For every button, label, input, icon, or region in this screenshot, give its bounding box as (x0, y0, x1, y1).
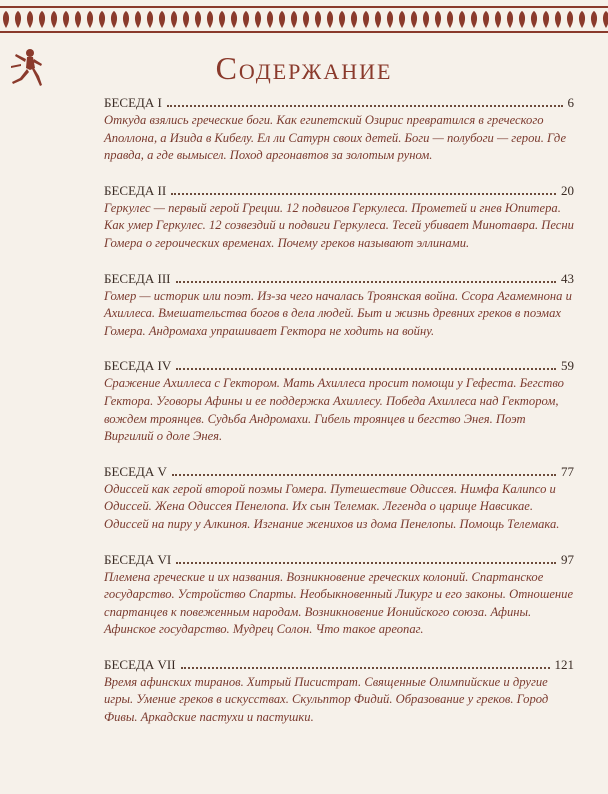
toc-entry-heading (104, 358, 574, 374)
chapter-label: БЕСЕДА III (104, 270, 171, 286)
leader-dots (172, 474, 556, 476)
leader-dots (176, 368, 556, 370)
chapter-description: Одиссей как герой второй поэмы Гомера. Путешествие Одиссея. Нимфа Калипсо и Одиссей. Жена Одиссея Пенелопа. Их сын Телемак. Легенда о царице Навсикае. Одиссей на пиру у Алкиноя. Изгнание женихов из дома Пенелопы. Помощь Телемака. (104, 481, 560, 531)
page-number: 6 (567, 95, 574, 110)
chapter-label: БЕСЕДА IV (104, 358, 172, 374)
toc-entry (104, 358, 574, 445)
chapter-description: Сражение Ахиллеса с Гектором. Мать Ахиллеса просит помощи у Гефеста. Бегство Гектора. Уговоры Афины и ее поддержка Ахиллесу. Победа Ахиллеса над Гектором, вождем троянцев. Судьба Андромахи. Гибель троянцев и бегство Энея. Поэт Виргилий о доле Энея. (104, 376, 564, 444)
toc-entry (104, 552, 574, 639)
leader-dots (171, 193, 556, 195)
chapter-label: БЕСЕДА V (104, 463, 167, 479)
page-title: Содержание (215, 50, 393, 86)
toc-entry-heading (104, 271, 574, 287)
chapter-label: БЕСЕДА VII (104, 656, 176, 672)
leader-dots (167, 105, 563, 107)
page-number: 97 (561, 551, 574, 567)
toc-entry (104, 271, 574, 341)
chapter-label: БЕСЕДА I (104, 95, 162, 110)
leader-dots (181, 667, 550, 669)
toc-entry (104, 464, 574, 534)
toc-entry-heading (104, 552, 574, 568)
leader-dots (176, 281, 556, 283)
page-number: 20 (561, 182, 574, 198)
chapter-label: БЕСЕДА VI (104, 551, 172, 567)
leader-dots (176, 562, 556, 564)
decorative-border (0, 6, 608, 34)
chapter-description: Племена греческие и их названия. Возникновение греческих колоний. Спартанское государство. Устройство Спарты. Необыкновенный Ликург и его законы. Отношение спартанцев к повеженным народам. Возникновение Ионийского союза. Афины. Афинское государство. Мудрец Солон. Что такое ареопаг. (104, 569, 574, 637)
chapter-description: Откуда взялись греческие боги. Как египетский Озирис превратился в греческого Аполлона, а Изида в Кибелу. Ел ли Сатурн своих детей. Боги — полубоги — герои. Где правда, а где вымысел. Поход аргонавтов за золотым руном. (104, 113, 567, 163)
chapter-label: БЕСЕДА II (104, 182, 167, 198)
page-number: 43 (561, 270, 574, 286)
chapter-description: Геркулес — первый герой Греции. 12 подвигов Геркулеса. Прометей и гнев Юпитера. Как умер Геркулес. 12 созвездий и подвиги Геркулеса. Тесей убивает Минотавра. Песни Гомера о героических временах. Почему греков называют эллинами. (104, 200, 574, 250)
toc-entry-heading (104, 657, 574, 673)
chapter-description: Гомер — историк или поэт. Из-за чего началась Троянская война. Ссора Агамемнона и Ахиллеса. Вмешательства богов в дела людей. Быт и жизнь древних греков в поэмах Гомера. Андромаха упрашивает Гектора не ходить на войну. (104, 288, 572, 338)
toc-entry (104, 183, 574, 253)
page-number: 59 (561, 358, 574, 374)
toc-entry-heading (104, 464, 574, 480)
page-number: 121 (554, 656, 574, 672)
chapter-description: Время афинских тиранов. Хитрый Писистрат. Священные Олимпийские и другие игры. Умение греков в искусствах. Скульптор Фидий. Образование у греков. Город Фивы. Аркадские пастухи и пастушки. (104, 674, 549, 725)
toc-entry (104, 657, 574, 727)
table-of-contents (104, 95, 574, 745)
page-number: 77 (561, 463, 574, 479)
toc-entry-heading (104, 183, 574, 199)
toc-entry-heading (104, 95, 574, 111)
toc-entry (104, 95, 574, 165)
